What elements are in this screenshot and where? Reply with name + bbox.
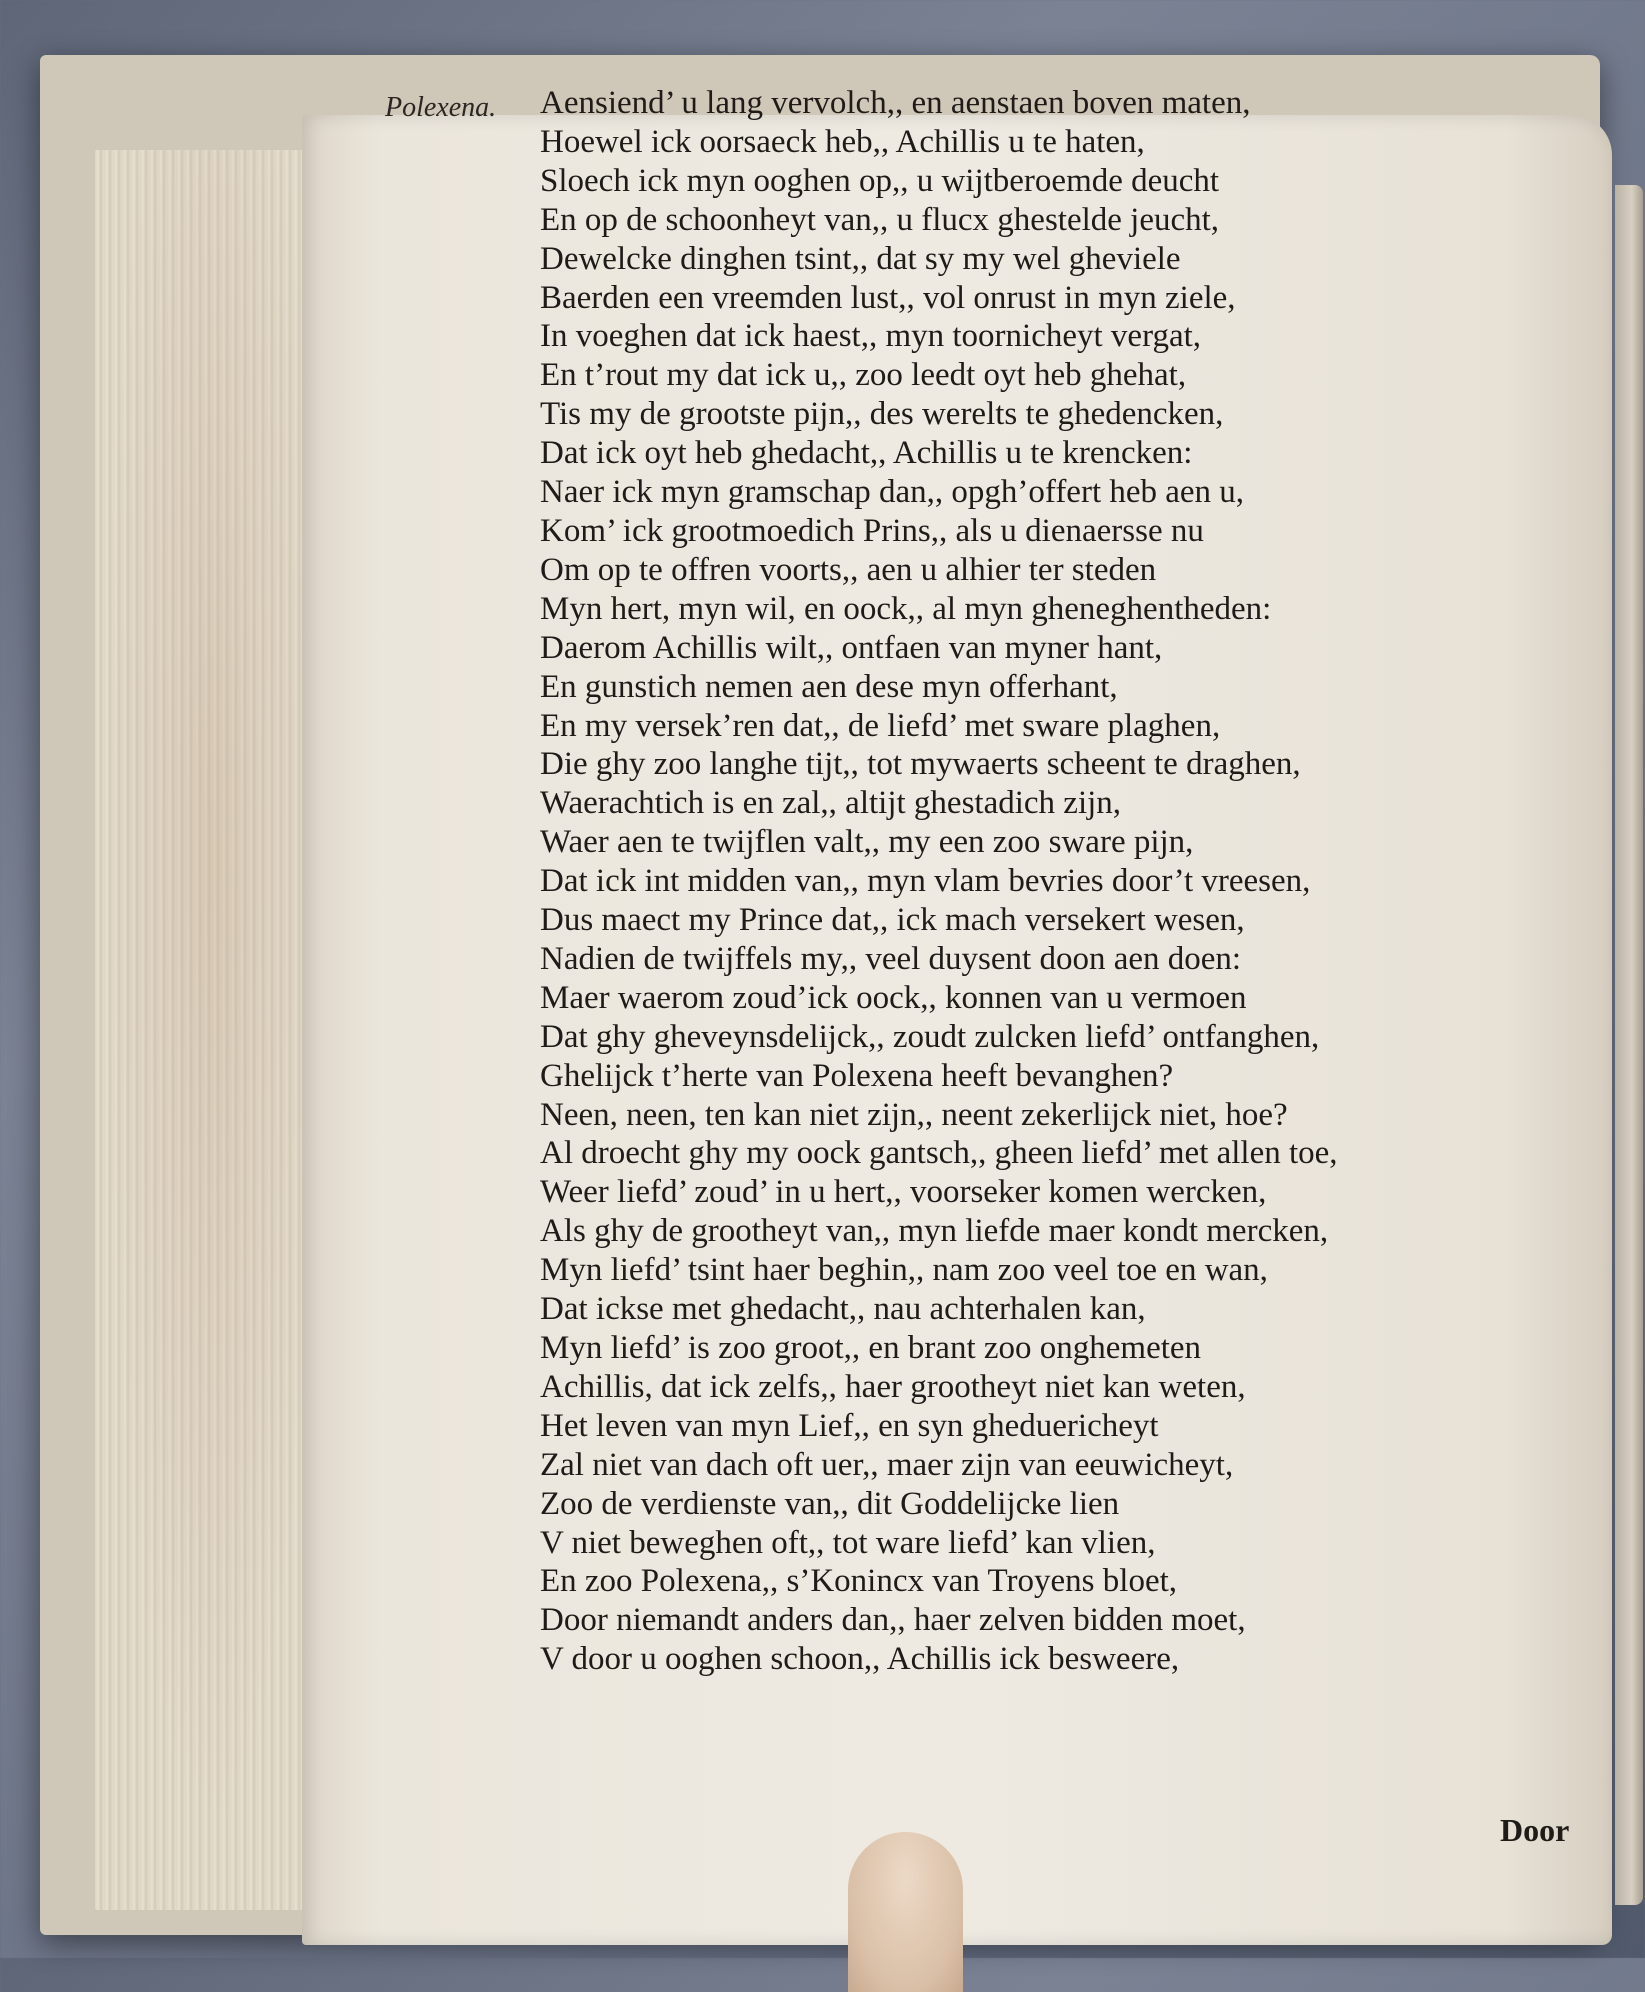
verse-line: Baerden een vreemden lust,, vol onrust in myn ziele, [540, 279, 1236, 316]
verse-line: Zoo de verdienste van,, dit Goddelijcke lien [540, 1485, 1120, 1522]
verse-line: En zoo Polexena,, s’Konincx van Troyens bloet, [540, 1563, 1178, 1600]
verse-line: Zal niet van dach oft uer,, maer zijn van eeuwicheyt, [540, 1446, 1234, 1483]
verse-line: En t’rout my dat ick u,, zoo leedt oyt heb ghehat, [540, 357, 1187, 394]
verse-line: Die ghy zoo langhe tijt,, tot mywaerts scheent te draghen, [540, 746, 1301, 783]
thumb [848, 1832, 963, 1992]
verse-line: Weer liefd’ zoud’ in u hert,, voorseker komen wercken, [540, 1174, 1267, 1211]
verse-line: Waerachtich is en zal,, altijt ghestadich zijn, [540, 785, 1122, 822]
verse-line: Als ghy de grootheyt van,, myn liefde maer kondt mercken, [540, 1213, 1329, 1250]
verse-line: Daerom Achillis wilt,, ontfaen van myner hant, [540, 629, 1163, 666]
verse-line: Achillis, dat ick zelfs,, haer grootheyt niet kan weten, [540, 1368, 1246, 1405]
verse-line: Dat ickse met ghedacht,, nau achterhalen kan, [540, 1291, 1146, 1328]
verse-line: En my versek’ren dat,, de liefd’ met sware plaghen, [540, 707, 1221, 744]
verse-line: Al droecht ghy my oock gantsch,, gheen liefd’ met allen toe, [540, 1135, 1338, 1172]
catchword: Door [1500, 1812, 1570, 1848]
verse-line: Aensiend’ u lang vervolch,, en aenstaen boven maten, [540, 85, 1251, 121]
verse-line: Kom’ ick grootmoedich Prins,, als u dienaersse nu [540, 512, 1204, 549]
verse-line: Om op te offren voorts,, aen u alhier ter steden [540, 551, 1157, 588]
verse-line: Dewelcke dinghen tsint,, dat sy my wel gheviele [540, 240, 1181, 277]
verse-line: Naer ick myn gramschap dan,, opgh’offert heb aen u, [540, 474, 1245, 511]
facing-page-edge [1615, 185, 1643, 1905]
verse-line: V door u ooghen schoon,, Achillis ick besweere, [540, 1641, 1180, 1678]
verse-line: Hoewel ick oorsaeck heb,, Achillis u te haten, [540, 123, 1145, 160]
verse-line: Dus maect my Prince dat,, ick mach versekert wesen, [540, 902, 1245, 939]
verse-line: Dat ick int midden van,, myn vlam bevries door’t vreesen, [540, 863, 1311, 900]
verse-line: Door niemandt anders dan,, haer zelven bidden moet, [540, 1602, 1246, 1639]
verse-line: Sloech ick myn ooghen op,, u wijtberoemde deucht [540, 162, 1220, 199]
verse-line: Waer aen te twijflen valt,, my een zoo sware pijn, [540, 824, 1194, 861]
verse-line: Dat ghy gheveynsdelijck,, zoudt zulcken liefd’ ontfanghen, [540, 1018, 1320, 1055]
verse-line: Myn hert, myn wil, en oock,, al myn gheneghentheden: [540, 590, 1272, 627]
verse-line: Nadien de twijffels my,, veel duysent doon aen doen: [540, 940, 1242, 977]
verse-line: Ghelijck t’herte van Polexena heeft bevanghen? [540, 1057, 1174, 1094]
speaker-name: Polexena. [385, 92, 497, 123]
verse-line: Myn liefd’ is zoo groot,, en brant zoo onghemeten [540, 1330, 1202, 1366]
verse-line: Dat ick oyt heb ghedacht,, Achillis u te krencken: [540, 435, 1193, 472]
verse-text [540, 84, 1580, 1679]
verse-line: Neen, neen, ten kan niet zijn,, neent zekerlijck niet, hoe? [540, 1096, 1288, 1133]
verse-line: Tis my de grootste pijn,, des werelts te ghedencken, [540, 396, 1224, 433]
verse-line: En gunstich nemen aen dese myn offerhant, [540, 668, 1118, 705]
verse-line: En op de schoonheyt van,, u flucx ghestelde jeucht, [540, 201, 1220, 238]
verse-line: Maer waerom zoud’ick oock,, konnen van u vermoen [540, 979, 1247, 1016]
page-edges [95, 150, 310, 1910]
verse-line: V niet beweghen oft,, tot ware liefd’ kan vlien, [540, 1524, 1156, 1561]
verse-line: Het leven van myn Lief,, en syn gheduericheyt [540, 1407, 1159, 1444]
verse-line: Myn liefd’ tsint haer beghin,, nam zoo veel toe en wan, [540, 1252, 1268, 1289]
verse-line: In voeghen dat ick haest,, myn toornicheyt vergat, [540, 318, 1202, 355]
